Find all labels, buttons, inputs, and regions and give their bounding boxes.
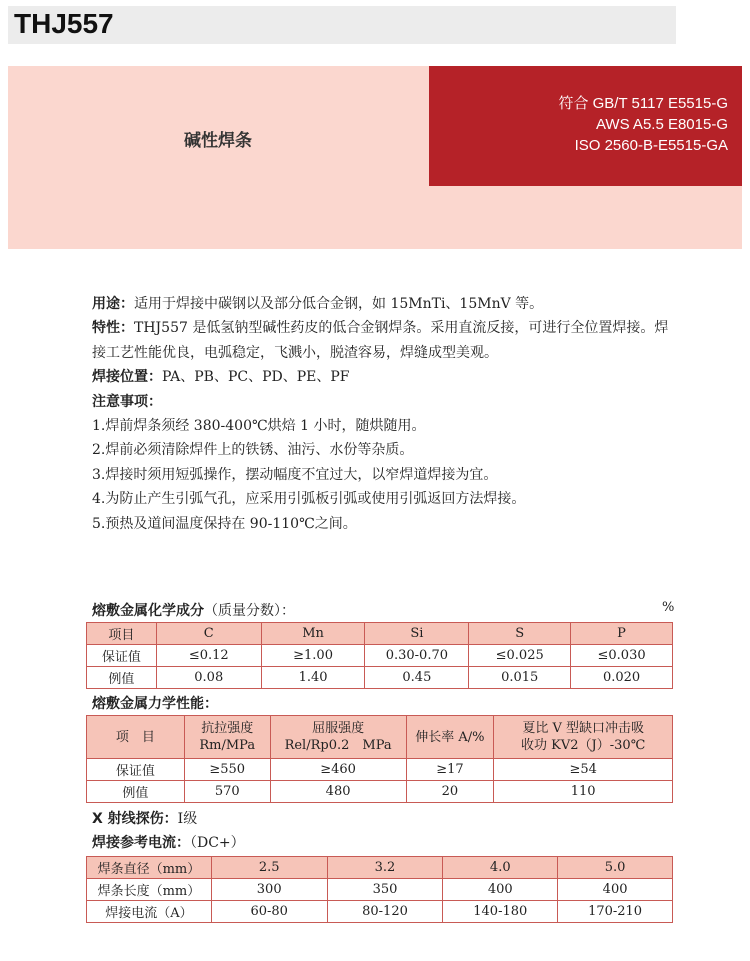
table-cell: 80-120 [327,901,443,923]
title-bar [8,6,676,44]
table-cell: 焊接电流（A） [87,901,212,923]
table-cell: ≥1.00 [261,645,365,667]
standards-list [558,93,728,156]
table-row [87,781,673,803]
table-cell: 140-180 [443,901,558,923]
standard-line: ISO 2560-B-E5515-GA [574,137,728,154]
standard-line: AWS A5.5 E8015-G [595,116,728,133]
table-header-cell: P [571,623,673,645]
table-header-cell: 3.2 [327,857,443,879]
table-header-cell: S [469,623,571,645]
table-cell: 焊条长度（mm） [87,879,212,901]
table-cell: 400 [443,879,558,901]
mech-table [86,715,673,803]
table-header-row [87,716,673,759]
table-cell: 170-210 [558,901,673,923]
table-header-cell: C [156,623,261,645]
table-row [87,667,673,689]
xray-line [92,808,197,828]
mech-heading: 熔敷金属力学性能： [92,696,218,712]
feature-text: THJ557 是低氢钠型碱性药皮的低合金钢焊条。采用直流反接，可进行全位置焊接。焊接工艺性能优良，电弧稳定，飞溅小，脱渣容易，焊缝成型美观。 [92,320,669,361]
table-cell: 0.020 [571,667,673,689]
table-header-cell: Mn [261,623,365,645]
table-cell: 110 [494,781,673,803]
position-label: 焊接位置： [92,369,162,386]
position-paragraph [92,365,680,389]
table-header-row [87,857,673,879]
table-cell: 570 [184,781,270,803]
table-row [87,645,673,667]
xray-label: X 射线探伤： [92,811,178,827]
table-cell: ≥54 [494,759,673,781]
current-heading: 焊接参考电流：（DC+） [92,835,245,851]
table-cell: 20 [406,781,494,803]
table-header-cell: 项 目 [87,716,185,759]
table-header-cell: 屈服强度 Rel/Rp0.2 MPa [270,716,406,759]
table-cell: ≥550 [184,759,270,781]
note-item: 5.预热及道间温度保持在 90-110℃之间。 [92,515,357,532]
current-note: （DC+） [190,835,245,851]
note-item: 3.焊接时须用短弧操作，摆动幅度不宜过大，以窄焊道焊接为宜。 [92,466,498,483]
table-header-cell: 2.5 [211,857,327,879]
table-header-cell: 伸长率 A/% [406,716,494,759]
table-header-cell: 抗拉强度 Rm/MPa [184,716,270,759]
table-cell: ≤0.030 [571,645,673,667]
position-text: PA、PB、PC、PD、PE、PF [162,369,350,386]
chem-heading: 熔敷金属化学成分（质量分数）： [92,603,295,619]
table-cell: 300 [211,879,327,901]
standard-line: 符合 GB/T 5117 E5515-G [558,95,728,112]
table-cell: 0.08 [156,667,261,689]
feature-paragraph [92,316,680,365]
note-item: 1.焊前焊条须经 380-400℃烘焙 1 小时，随烘随用。 [92,418,426,435]
table-cell: 60-80 [211,901,327,923]
description-body [92,292,680,536]
usage-paragraph [92,292,680,316]
table-header-cell: 5.0 [558,857,673,879]
chem-unit: % [662,600,675,615]
table-row [87,879,673,901]
table-cell: ≥460 [270,759,406,781]
table-cell: 例值 [87,667,157,689]
table-header-cell: 夏比 V 型缺口冲击吸 收功 KV2（J）-30℃ [494,716,673,759]
table-cell: 400 [558,879,673,901]
note-item: 4.为防止产生引弧气孔，应采用引弧板引弧或使用引弧返回方法焊接。 [92,491,526,508]
table-cell: 例值 [87,781,185,803]
standards-box [429,66,742,186]
chem-note: （质量分数）： [204,603,295,619]
electrode-type: 碱性焊条 [184,131,252,151]
xray-value: Ⅰ级 [177,811,198,827]
feature-label: 特性： [92,320,134,337]
table-cell: 0.30-0.70 [365,645,469,667]
table-cell: 保证值 [87,645,157,667]
table-row [87,901,673,923]
note-item: 2.焊前必须清除焊件上的铁锈、油污、水份等杂质。 [92,442,414,459]
table-header-cell: 4.0 [443,857,558,879]
current-table [86,856,673,923]
usage-label: 用途： [92,296,134,312]
table-cell: 0.015 [469,667,571,689]
table-cell: ≤0.12 [156,645,261,667]
table-cell: 350 [327,879,443,901]
usage-text: 适用于焊接中碳钢以及部分低合金钢，如 15MnTi、15MnV 等。 [134,296,544,312]
table-header-cell: Si [365,623,469,645]
table-cell: ≤0.025 [469,645,571,667]
table-header-cell: 焊条直径（mm） [87,857,212,879]
table-header-row [87,623,673,645]
table-cell: 保证值 [87,759,185,781]
notes-heading: 注意事项： [92,393,162,410]
table-cell: 480 [270,781,406,803]
product-title: THJ557 [14,8,114,39]
table-row [87,759,673,781]
table-cell: 1.40 [261,667,365,689]
table-cell: 0.45 [365,667,469,689]
chem-table [86,622,673,689]
table-header-cell: 项目 [87,623,157,645]
table-cell: ≥17 [406,759,494,781]
